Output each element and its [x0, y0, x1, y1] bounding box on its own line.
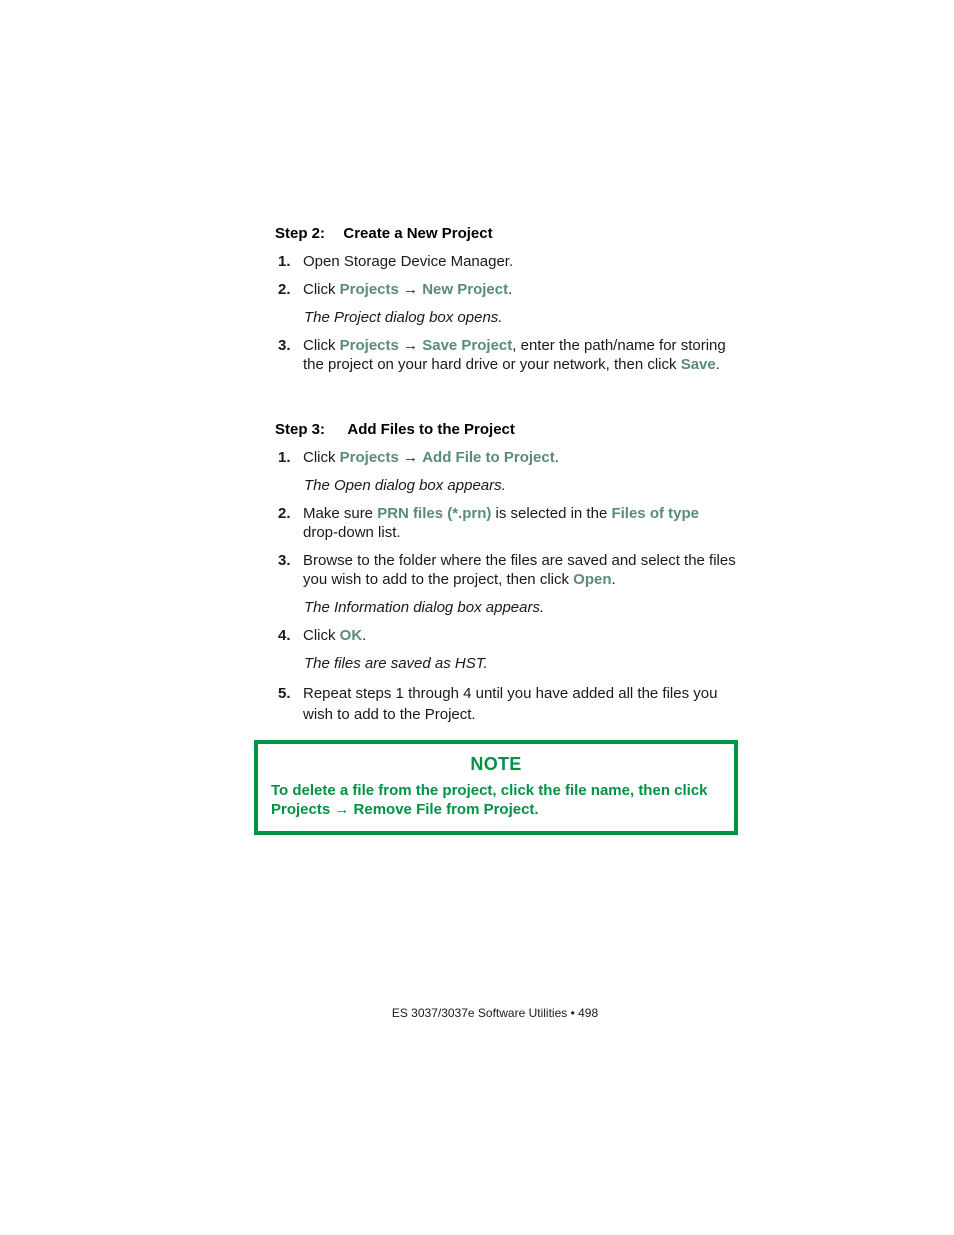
item-text: [303, 505, 738, 542]
button-open: Open: [573, 570, 612, 588]
item-number: 1.: [278, 253, 291, 270]
text-segment: drop-down list.: [303, 523, 401, 541]
step3-item-5: [278, 683, 738, 725]
arrow-icon: →: [334, 800, 350, 818]
field-files-of-type: Files of type: [611, 505, 699, 522]
item-text: Repeat steps 1 through 4 until you have added all the files you wish to add to the Project.: [303, 685, 718, 723]
item-text: [303, 281, 738, 300]
step2-item-2: [278, 281, 738, 300]
item-text: [303, 627, 738, 646]
text-segment: , enter the path/name for storing the project on your hard drive or your network, then click: [303, 337, 726, 373]
item-number: 3.: [278, 552, 291, 569]
item-text: [303, 337, 738, 374]
text-segment: is selected in the: [491, 505, 612, 522]
text-segment: To delete a file from the project, click the file name, then click Projects: [271, 782, 708, 818]
item-number: 5.: [278, 685, 291, 702]
note-text: [271, 782, 721, 819]
text-segment: Click: [303, 337, 340, 354]
item-number: 2.: [278, 505, 291, 522]
item-text: [303, 449, 738, 468]
menu-projects: Projects: [339, 337, 399, 354]
menu-projects: Projects: [339, 281, 399, 298]
step3-result-4: The files are saved as HST.: [304, 655, 488, 672]
step2-item-3: [278, 337, 738, 374]
step3-item-4: [278, 627, 738, 646]
text-segment: Click: [303, 281, 340, 298]
step3-item-3: [278, 552, 738, 589]
option-prn-files: PRN files (*.prn): [377, 505, 492, 522]
note-title: NOTE: [470, 754, 522, 774]
item-text: [303, 552, 738, 589]
text-segment: .: [611, 570, 616, 588]
arrow-icon: →: [403, 281, 419, 298]
page-footer: [0, 1006, 954, 1020]
step3-result-1: The Open dialog box appears.: [304, 477, 506, 494]
text-segment: .: [554, 449, 559, 466]
item-text: Open Storage Device Manager.: [303, 253, 514, 270]
step2-title: Create a New Project: [343, 225, 493, 242]
step3-result-3: The Information dialog box appears.: [304, 599, 545, 616]
text-segment: Make sure: [303, 505, 378, 522]
menu-new-project: New Project: [422, 281, 509, 298]
text-segment: Browse to the folder where the files are saved and select the files you wish to add to the project, then click: [303, 552, 736, 588]
step2-number: Step 2:: [275, 225, 326, 242]
menu-projects: Projects: [339, 449, 399, 466]
step3-title: Add Files to the Project: [347, 421, 515, 438]
step3-number: Step 3:: [275, 421, 326, 438]
text-segment: .: [508, 281, 513, 298]
button-ok: OK: [339, 627, 363, 644]
note-box: [254, 740, 738, 835]
item-number: 1.: [278, 449, 291, 466]
item-number: 4.: [278, 627, 291, 644]
text-segment: Remove File from Project.: [349, 800, 539, 818]
button-save: Save: [680, 355, 716, 373]
text-segment: Click: [303, 627, 340, 644]
step2-result-1: The Project dialog box opens.: [304, 309, 503, 326]
arrow-icon: →: [403, 337, 419, 354]
step3-heading: [275, 421, 515, 438]
step2-heading: [275, 225, 493, 242]
menu-save-project: Save Project: [422, 337, 513, 354]
step3-item-2: [278, 505, 738, 542]
item-number: 3.: [278, 337, 291, 354]
text-segment: .: [715, 355, 720, 373]
text-segment: .: [362, 627, 367, 644]
text-segment: Click: [303, 449, 340, 466]
arrow-icon: →: [403, 449, 419, 466]
step2-item-1: [278, 253, 738, 272]
step3-item-1: [278, 449, 738, 468]
footer-text: ES 3037/3037e Software Utilities • 498: [391, 1006, 599, 1020]
menu-add-file-to-project: Add File to Project: [422, 449, 555, 466]
item-number: 2.: [278, 281, 291, 298]
